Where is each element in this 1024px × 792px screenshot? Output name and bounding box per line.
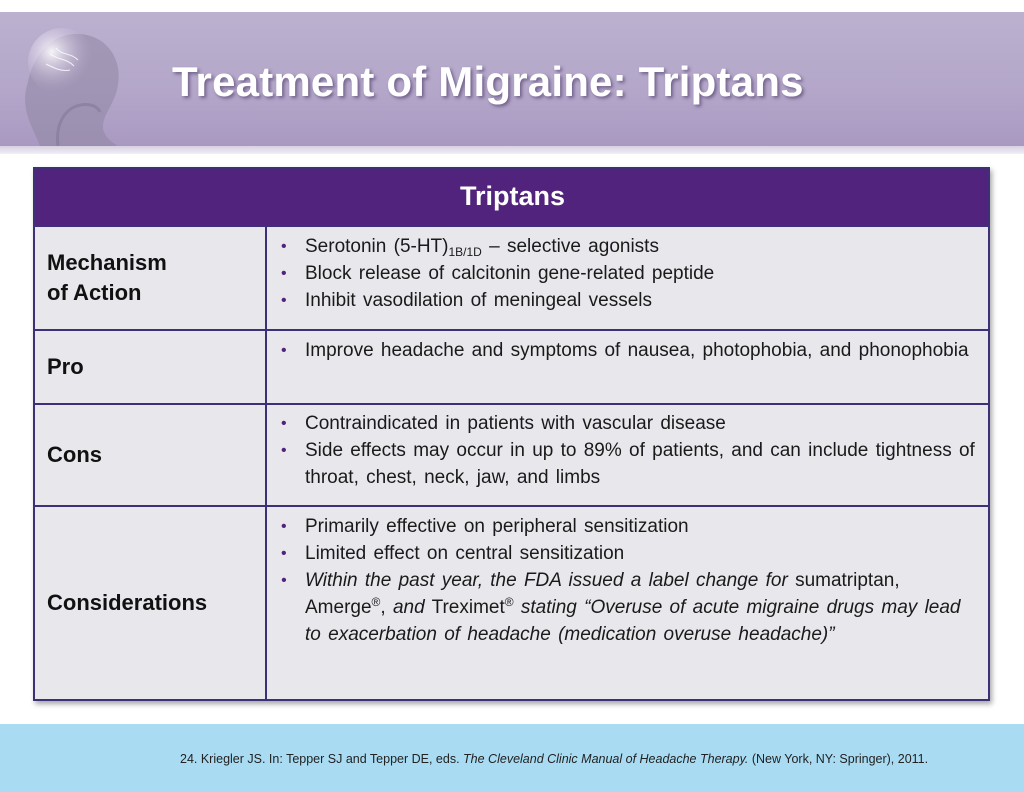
table-header-label: Triptans — [459, 181, 566, 211]
bullet-text: sumatriptan, Amerge — [305, 570, 900, 618]
list-item — [281, 337, 978, 364]
bullet-icon: • — [281, 518, 287, 535]
table-header — [35, 169, 988, 227]
bullet-text: Treximet — [424, 597, 505, 618]
list-item — [281, 287, 978, 314]
bullet-list — [281, 410, 978, 491]
bullet-text: Side effects may occur in up to 89% of patients, and can include tightness of throat, chest, neck, jaw, and limbs — [305, 440, 975, 488]
bullet-list — [281, 233, 978, 314]
bullet-text: stating “Overuse of acute migraine drugs may lead to exacerbation of headache (medication overuse headache)” — [305, 597, 961, 645]
bullet-icon: • — [281, 442, 287, 459]
bullet-icon: • — [281, 342, 287, 359]
row-content-mechanism — [267, 227, 988, 329]
bullet-list — [281, 513, 978, 648]
bullet-text: Block release of calcitonin gene-related peptide — [305, 263, 715, 284]
registered-mark: ® — [371, 595, 381, 609]
bullet-icon: • — [281, 572, 287, 589]
table-row-pro — [35, 331, 988, 405]
slide-title: Treatment of Migraine: Triptans — [172, 58, 804, 105]
row-content-considerations — [267, 507, 988, 699]
row-label-mechanism-line1: Mechanism — [47, 250, 167, 275]
bullet-text: Serotonin (5-HT) — [305, 236, 449, 257]
table-row-cons — [35, 405, 988, 507]
bullet-text: Inhibit vasodilation of meningeal vessels — [305, 290, 653, 311]
bullet-icon: • — [281, 238, 287, 255]
list-item — [281, 260, 978, 287]
registered-mark: ® — [504, 595, 514, 609]
bullet-text: Within the past year, the FDA issued a label change for — [305, 570, 796, 591]
row-content-cons — [267, 405, 988, 505]
subscript-text: 1B/1D — [448, 245, 482, 259]
bullet-text: – selective agonists — [481, 236, 659, 257]
row-label-considerations: Considerations — [35, 507, 267, 699]
list-item — [281, 513, 978, 540]
bullet-text: Contraindicated in patients with vascular disease — [305, 413, 726, 434]
table-row-mechanism — [35, 227, 988, 331]
bullet-icon: • — [281, 265, 287, 282]
list-item — [281, 567, 978, 648]
footer-citation — [180, 752, 928, 766]
bullet-text: Primarily effective on peripheral sensitization — [305, 516, 689, 537]
list-item — [281, 410, 978, 437]
bullet-icon: • — [281, 415, 287, 432]
list-item — [281, 437, 978, 491]
triptans-table — [33, 167, 990, 701]
top-strip — [0, 0, 1024, 12]
bullet-icon: • — [281, 292, 287, 309]
bullet-text: , — [380, 597, 393, 618]
list-item — [281, 233, 978, 260]
bullet-text: Limited effect on central sensitization — [305, 543, 625, 564]
citation-text: (New York, NY: Springer), 2011. — [748, 752, 929, 766]
header-shadow — [0, 146, 1024, 154]
bullet-list — [281, 337, 978, 364]
row-label-cons: Cons — [35, 405, 267, 505]
table-row-considerations — [35, 507, 988, 699]
bullet-text: and — [392, 597, 425, 618]
bullet-icon: • — [281, 545, 287, 562]
row-label-mechanism — [35, 227, 267, 329]
row-label-pro: Pro — [35, 331, 267, 403]
list-item — [281, 540, 978, 567]
row-content-pro — [267, 331, 988, 403]
woman-silhouette-icon — [0, 12, 150, 146]
bullet-text: Improve headache and symptoms of nausea, photophobia, and phonophobia — [305, 340, 969, 361]
citation-book-title: The Cleveland Clinic Manual of Headache Therapy. — [463, 752, 749, 766]
citation-text: 24. Kriegler JS. In: Tepper SJ and Tepper DE, eds. — [180, 752, 464, 766]
row-label-mechanism-line2: of Action — [47, 280, 142, 305]
